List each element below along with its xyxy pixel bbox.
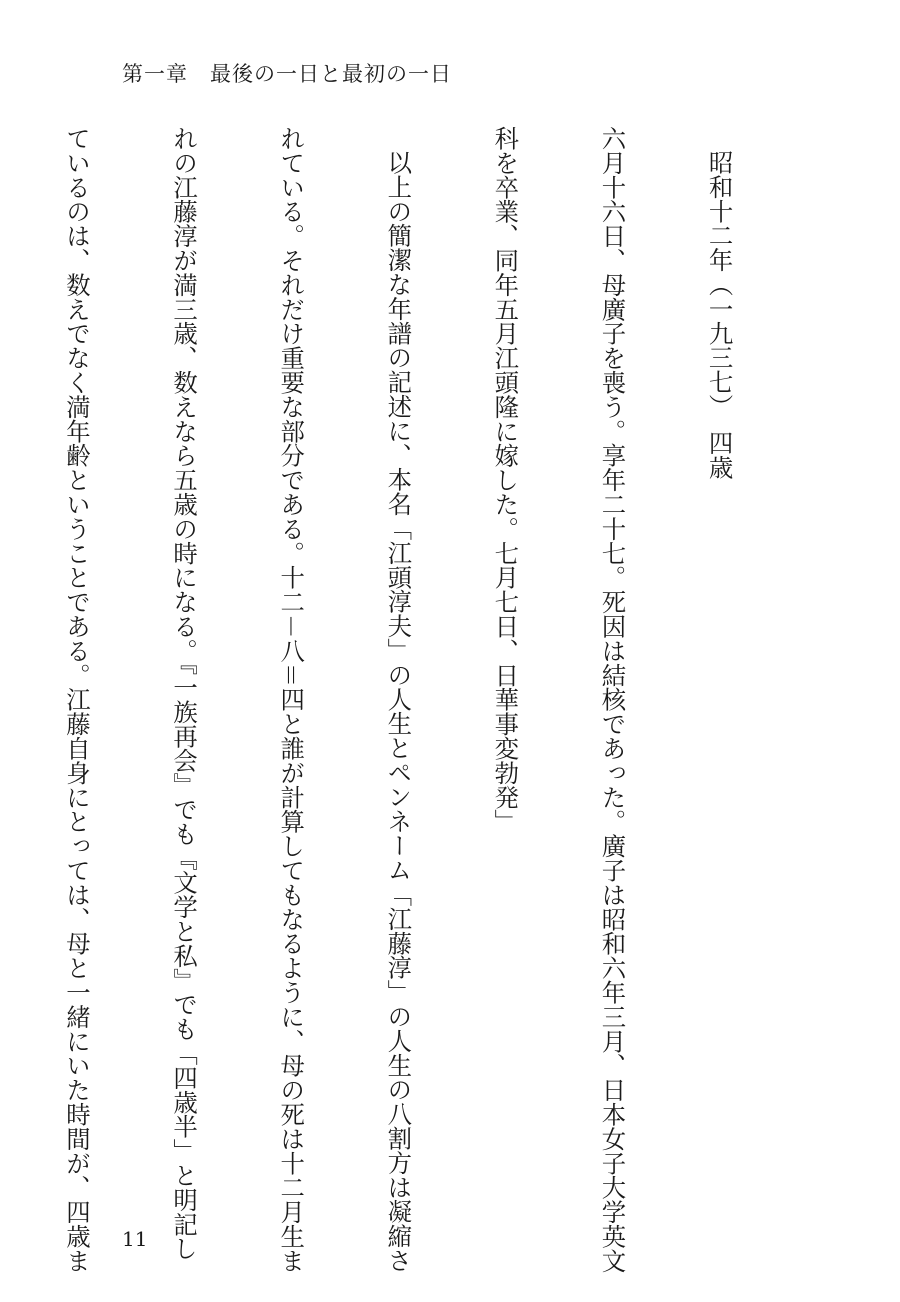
running-head: 第一章 最後の一日と最初の一日 <box>122 62 452 86</box>
text-line: れている。それだけ重要な部分である。十二－八＝四と誰が計算してもなるように、母の死は十二月生ま <box>276 126 306 1273</box>
text-line: ているのは、数えでなく満年齢ということである。江藤自身にとっては、母と一緒にいた時間が、四歳ま <box>61 126 91 1273</box>
text-line: 以上の簡潔な年譜の記述に、本名「江頭淳夫」の人生とペンネーム「江藤淳」の人生の八割方は凝縮さ <box>383 150 413 1273</box>
text-line: 科を卒業、同年五月江頭隆に嫁した。七月七日、日華事変勃発」 <box>490 126 520 834</box>
section-heading: 昭和十二年（一九三七） 四歳 <box>704 150 734 480</box>
page-number: 11 <box>122 1227 148 1251</box>
text-line: れの江藤淳が満三歳、数えなら五歳の時になる。『一族再会』でも『文学と私』でも「四歳半」と明記し <box>169 126 199 1261</box>
text-line: 六月十六日、母廣子を喪う。享年二十七。死因は結核であった。廣子は昭和六年三月、日本女子大学英文 <box>597 126 627 1273</box>
